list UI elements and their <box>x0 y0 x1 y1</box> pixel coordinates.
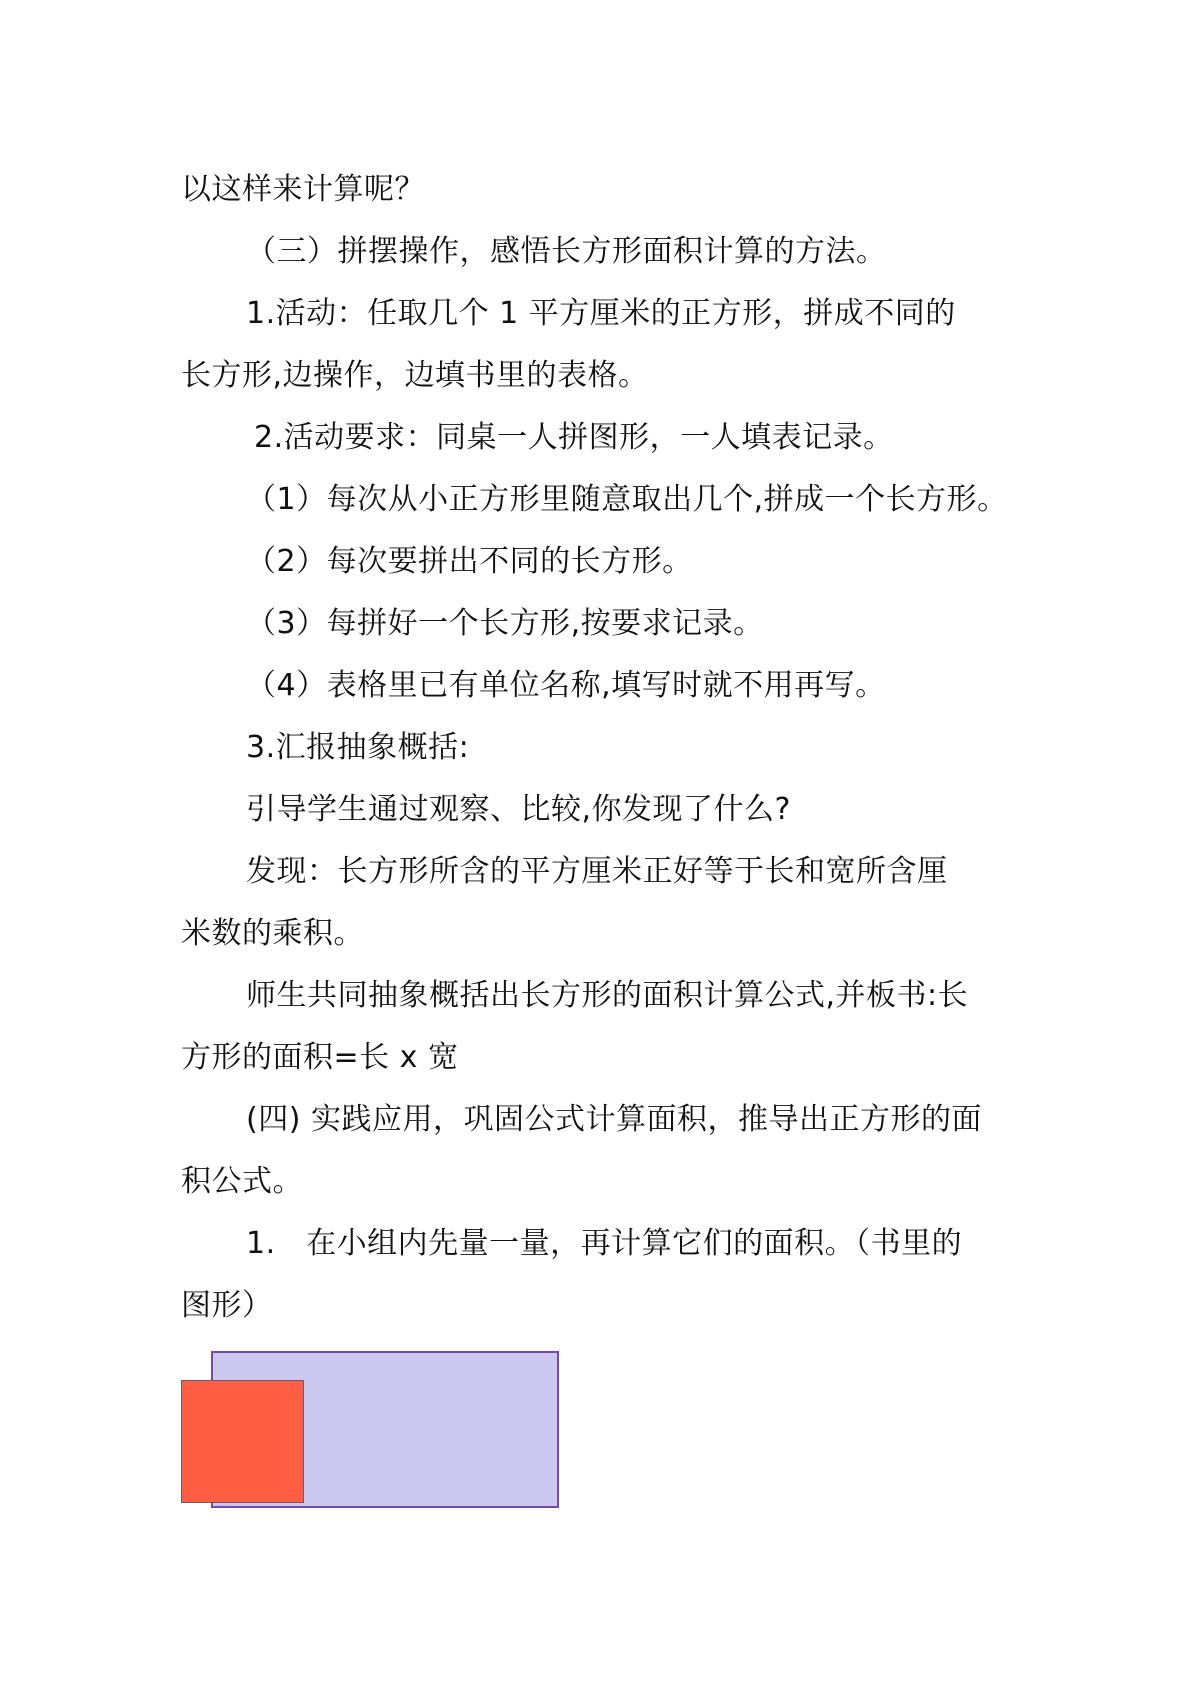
small-square-figure <box>181 1380 304 1503</box>
formula-line-1: 师生共同抽象概括出长方形的面积计算公式,并板书:长 <box>246 978 969 1013</box>
practice-1-line-2: 图形） <box>181 1288 273 1323</box>
section-heading-4-line-2: 积公式。 <box>181 1164 303 1199</box>
finding-line-2: 米数的乘积。 <box>181 916 364 951</box>
formula-line-2: 方形的面积=长 x 宽 <box>181 1040 459 1075</box>
finding-line-1: 发现：长方形所含的平方厘米正好等于长和宽所含厘 <box>246 854 948 889</box>
activity-3-heading: 3.汇报抽象概括: <box>246 730 470 765</box>
requirement-3: （3）每拼好一个长方形,按要求记录。 <box>246 606 764 641</box>
practice-1-line-1: 1. 在小组内先量一量，再计算它们的面积。（书里的 <box>246 1226 963 1261</box>
requirement-1: （1）每次从小正方形里随意取出几个,拼成一个长方形。 <box>246 482 1008 517</box>
section-heading-4-line-1: (四) 实践应用，巩固公式计算面积，推导出正方形的面 <box>246 1102 982 1137</box>
activity-1-line-1: 1.活动：任取几个 1 平方厘米的正方形，拼成不同的 <box>246 296 956 331</box>
activity-1-line-2: 长方形,边操作，边填书里的表格。 <box>181 358 649 393</box>
text-line-1: 以这样来计算呢？ <box>181 172 425 207</box>
section-heading-3: （三）拼摆操作，感悟长方形面积计算的方法。 <box>246 234 887 269</box>
requirement-4: （4）表格里已有单位名称,填写时就不用再写。 <box>246 668 886 703</box>
activity-2-heading: 2.活动要求：同桌一人拼图形，一人填表记录。 <box>254 420 894 455</box>
requirement-2: （2）每次要拼出不同的长方形。 <box>246 544 693 579</box>
guide-question: 引导学生通过观察、比较,你发现了什么? <box>246 792 791 827</box>
